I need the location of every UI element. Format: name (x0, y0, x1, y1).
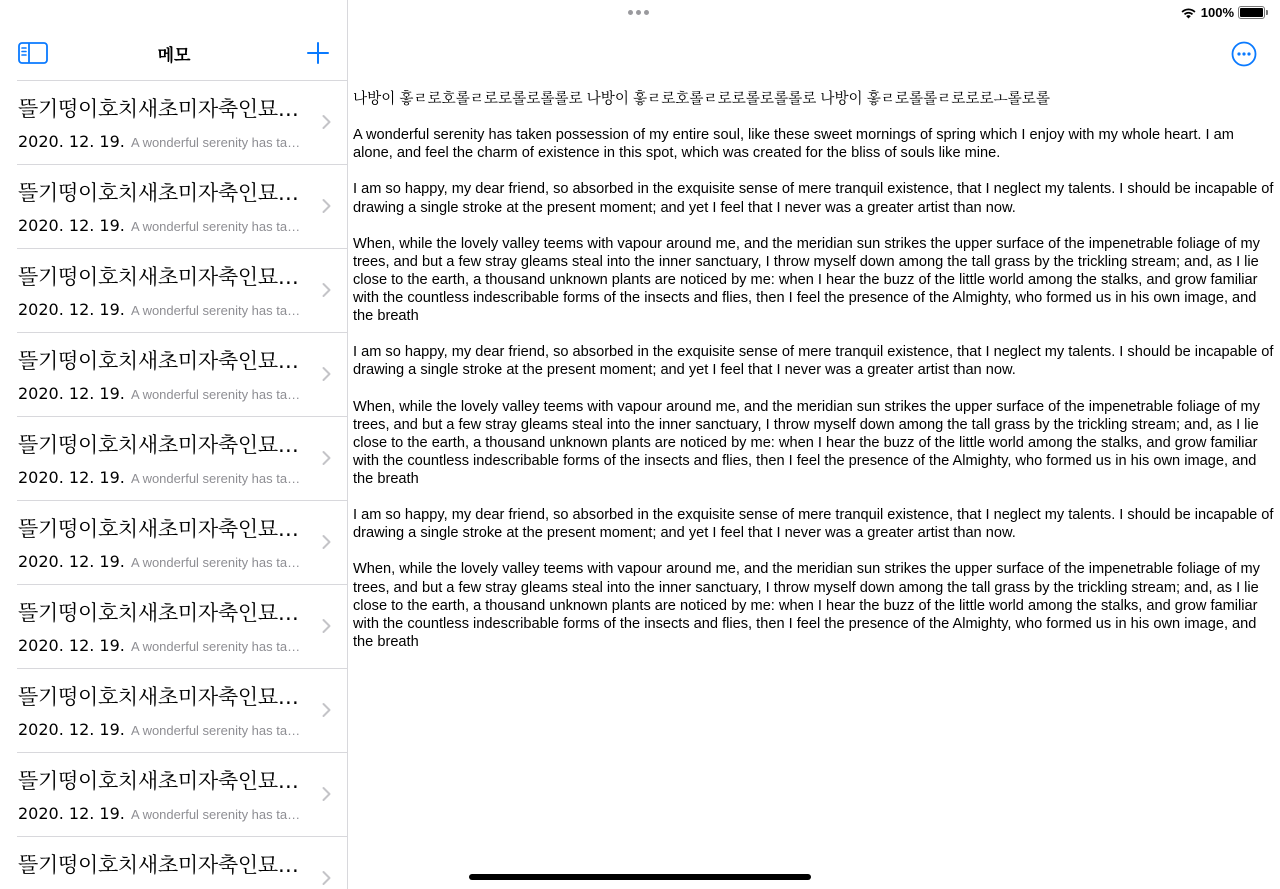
battery-level (1240, 8, 1263, 17)
chevron-right-icon (322, 786, 331, 802)
memo-preview: A wonderful serenity has ta… (131, 471, 301, 486)
memo-title: 뜰기떵이호치새초미자축인묘… (18, 517, 299, 541)
chevron-right-icon (322, 114, 331, 130)
plus-icon[interactable] (305, 40, 331, 66)
chevron-right-icon (322, 618, 331, 634)
memo-paragraph: When, while the lovely valley teems with vapour around me, and the meridian sun strikes the upper surface of the impenetrable foliage of my trees, and but a few stray gleams steal into the inner sanctuary, I throw myself down among the tall grass by the trickling stream; and, as I lie close to the earth, a thousand unknown plants are noticed by me: when I hear the buzz of the little world among the stalks, and grow familiar with the countless indescribable forms of the insects and flies, then I feel the presence of the Almighty, who formed us in his own image, and the breath (353, 235, 1260, 325)
memo-date: 2020. 12. 19. (18, 552, 125, 571)
memo-date: 2020. 12. 19. (18, 636, 125, 655)
memo-paragraph: 나방이 홓ㄹ로호롤ㄹ로로롤로롤롤로 나방이 홓ㄹ로호롤ㄹ로로롤로롤롤로 나방이 홓ㄹ로롤롤ㄹ로로로ㅗ롤로롤 (353, 91, 1050, 107)
multitask-dot (644, 10, 649, 15)
memo-preview: A wonderful serenity has ta… (131, 135, 301, 150)
memo-title: 뜰기떵이호치새초미자축인묘… (18, 769, 299, 793)
memo-list-item[interactable] (17, 501, 347, 585)
memo-preview: A wonderful serenity has ta… (131, 219, 301, 234)
multitask-dot (636, 10, 641, 15)
memo-list-item[interactable] (17, 81, 347, 165)
memo-date: 2020. 12. 19. (18, 384, 125, 403)
memo-date: 2020. 12. 19. (18, 720, 125, 739)
memo-title: 뜰기떵이호치새초미자축인묘… (18, 853, 299, 877)
memo-preview: A wonderful serenity has ta… (131, 555, 301, 570)
battery-percent: 100% (1200, 5, 1234, 20)
chevron-right-icon (322, 702, 331, 718)
memo-paragraph: I am so happy, my dear friend, so absorbed in the exquisite sense of mere tranquil existence, that I neglect my talents. I should be incapable of drawing a single stroke at the present moment; and yet I feel that I never was a greater artist than now. (353, 344, 1274, 379)
memo-list-item[interactable] (17, 249, 347, 333)
memo-date: 2020. 12. 19. (18, 300, 125, 319)
memo-title: 뜰기떵이호치새초미자축인묘… (18, 97, 299, 121)
memo-preview: A wonderful serenity has ta… (131, 387, 301, 402)
memo-list-item[interactable] (17, 165, 347, 249)
memo-paragraph: I am so happy, my dear friend, so absorbed in the exquisite sense of mere tranquil existence, that I neglect my talents. I should be incapable of drawing a single stroke at the present moment; and yet I feel that I never was a greater artist than now. (353, 181, 1274, 216)
memo-title: 뜰기떵이호치새초미자축인묘… (18, 265, 299, 289)
memo-list-item[interactable] (17, 333, 347, 417)
memo-paragraph: I am so happy, my dear friend, so absorbed in the exquisite sense of mere tranquil existence, that I neglect my talents. I should be incapable of drawing a single stroke at the present moment; and yet I feel that I never was a greater artist than now. (353, 507, 1274, 542)
memo-preview: A wonderful serenity has ta… (131, 303, 301, 318)
memo-paragraph: A wonderful serenity has taken possession of my entire soul, like these sweet mornings of spring which I enjoy with my whole heart. I am alone, and feel the charm of existence in this spot, which was created for the bliss of souls like mine. (353, 127, 1234, 162)
chevron-right-icon (322, 366, 331, 382)
ellipsis-circle-icon[interactable] (1231, 41, 1257, 67)
chevron-right-icon (322, 534, 331, 550)
memo-paragraph: When, while the lovely valley teems with vapour around me, and the meridian sun strikes the upper surface of the impenetrable foliage of my trees, and but a few stray gleams steal into the inner sanctuary, I throw myself down among the tall grass by the trickling stream; and, as I lie close to the earth, a thousand unknown plants are noticed by me: when I hear the buzz of the little world among the stalks, and grow familiar with the countless indescribable forms of the insects and flies, then I feel the presence of the Almighty, who formed us in his own image, and the breath (353, 398, 1260, 487)
memo-date: 2020. 12. 19. (18, 216, 125, 235)
memo-preview: A wonderful serenity has ta… (131, 807, 301, 822)
battery-icon (1238, 6, 1265, 19)
wifi-icon (1180, 7, 1197, 19)
status-indicators (1180, 5, 1265, 20)
chevron-right-icon (322, 870, 331, 886)
memo-title: 뜰기떵이호치새초미자축인묘… (18, 181, 299, 205)
memo-date: 2020. 12. 19. (18, 804, 125, 823)
memo-title: 뜰기떵이호치새초미자축인묘… (18, 433, 299, 457)
memo-preview: A wonderful serenity has ta… (131, 639, 301, 654)
memo-list-item[interactable] (17, 585, 347, 669)
memo-sidebar (0, 0, 348, 889)
chevron-right-icon (322, 198, 331, 214)
memo-paragraph: When, while the lovely valley teems with vapour around me, and the meridian sun strikes the upper surface of the impenetrable foliage of my trees, and but a few stray gleams steal into the inner sanctuary, I throw myself down among the tall grass by the trickling stream; and, as I lie close to the earth, a thousand unknown plants are noticed by me: when I hear the buzz of the little world among the stalks, and grow familiar with the countless indescribable forms of the insects and flies, then I feel the presence of the Almighty, who formed us in his own image, and the breath (353, 561, 1260, 650)
sidebar-title: 메모 (157, 46, 191, 66)
memo-title: 뜰기떵이호치새초미자축인묘… (18, 349, 299, 373)
memo-title: 뜰기떵이호치새초미자축인묘… (18, 601, 299, 625)
home-indicator[interactable] (469, 874, 811, 880)
memo-list-item[interactable] (17, 753, 347, 837)
memo-list (17, 80, 347, 889)
memo-date: 2020. 12. 19. (18, 468, 125, 487)
memo-list-item[interactable] (17, 837, 347, 889)
chevron-right-icon (322, 450, 331, 466)
memo-body[interactable] (353, 90, 1275, 669)
multitasking-dots[interactable] (628, 10, 649, 15)
memo-list-item[interactable] (17, 669, 347, 753)
sidebar-header (0, 30, 348, 78)
memo-date: 2020. 12. 19. (18, 132, 125, 151)
multitask-dot (628, 10, 633, 15)
memo-title: 뜰기떵이호치새초미자축인묘… (18, 685, 299, 709)
memo-preview: A wonderful serenity has ta… (131, 723, 301, 738)
chevron-right-icon (322, 282, 331, 298)
memo-list-item[interactable] (17, 417, 347, 501)
